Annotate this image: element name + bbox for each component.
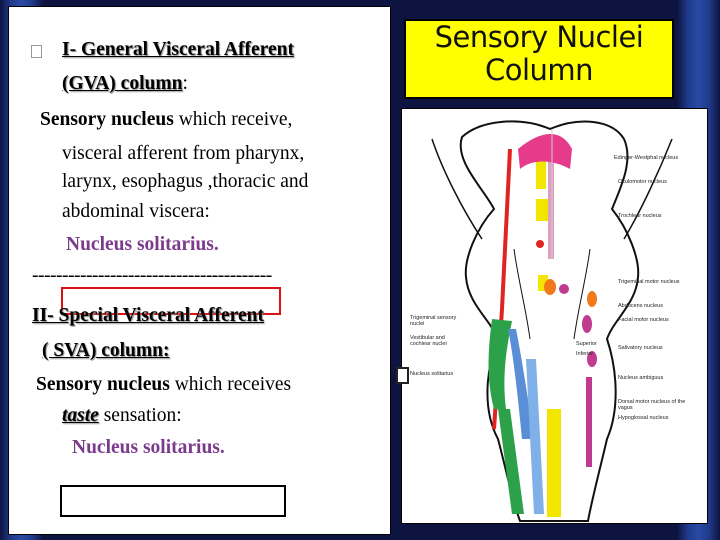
sva-line1: Sensory nucleus which receives: [36, 374, 292, 395]
sva-nucleus: Nucleus solitarius.: [72, 437, 225, 458]
magenta-nucleus: [559, 284, 569, 294]
red-nucleus: [536, 240, 544, 248]
label-ambiguus: Nucleus ambiguus: [618, 375, 664, 381]
title-box: [404, 19, 674, 99]
gva-line3: larynx, esophagus ,thoracic and: [62, 171, 309, 192]
gva-line1: Sensory nucleus which receive,: [40, 109, 293, 130]
label-vestibular: Vestibular and cochlear nuclei: [410, 335, 447, 347]
label-trigeminal-motor: Trigeminal motor nucleus: [618, 279, 680, 285]
sva-line2: taste sensation:: [62, 405, 182, 426]
sva-heading: II- Special Visceral Afferent: [32, 305, 264, 326]
nerve-line: [624, 139, 672, 239]
label-solitarius: Nucleus solitarius: [410, 371, 454, 377]
label-abducens: Abducens nucleus: [618, 303, 663, 309]
small-box: [396, 367, 409, 384]
label-trigeminal-sensory: Trigeminal sensory nuclei: [410, 315, 457, 327]
pink-column: [548, 149, 554, 259]
label-superior: Superior: [576, 341, 597, 347]
brainstem-figure: [401, 108, 708, 524]
sva-heading-cont: ( SVA) column:: [42, 340, 170, 361]
groove-line: [514, 249, 530, 339]
label-inferior: Inferior: [576, 351, 594, 357]
slide-title-line2: Column: [484, 53, 594, 87]
nucleus-ambiguus: [586, 377, 592, 467]
bullet-icon: [31, 45, 42, 58]
label-oculomotor: Oculomotor nucleus: [618, 179, 667, 185]
gva-heading-cont: (GVA) column:: [62, 73, 188, 94]
label-trochlear: Trochlear nucleus: [618, 213, 662, 219]
green-column: [498, 409, 524, 514]
label-dorsal-vagus: Dorsal motor nucleus of the vagus: [618, 399, 686, 411]
label-salivatory: Salivatory nucleus: [618, 345, 663, 351]
gva-nucleus: Nucleus solitarius.: [66, 234, 219, 255]
abducens-nucleus: [544, 279, 556, 295]
edinger-westphal-nucleus: [536, 159, 546, 189]
label-edinger-westphal: Edinger-Westphal nucleus: [614, 155, 679, 161]
gva-line2: visceral afferent from pharynx,: [62, 143, 305, 164]
facial-motor-nucleus: [582, 315, 592, 333]
oculomotor-nucleus: [536, 199, 548, 221]
orange-nucleus: [587, 291, 597, 307]
label-facial-motor: Facial motor nucleus: [618, 317, 669, 323]
gva-heading: I- General Visceral Afferent: [62, 39, 294, 60]
divider: ----------------------------------------: [32, 265, 272, 286]
green-nucleus: [489, 319, 513, 409]
gva-line4: abdominal viscera:: [62, 201, 210, 222]
hypoglossal-nucleus: [547, 409, 561, 517]
nerve-line: [432, 139, 482, 239]
slide-title: Sensory Nuclei: [434, 20, 644, 54]
label-hypoglossal: Hypoglossal nucleus: [618, 415, 669, 421]
empty-box: [60, 485, 286, 517]
